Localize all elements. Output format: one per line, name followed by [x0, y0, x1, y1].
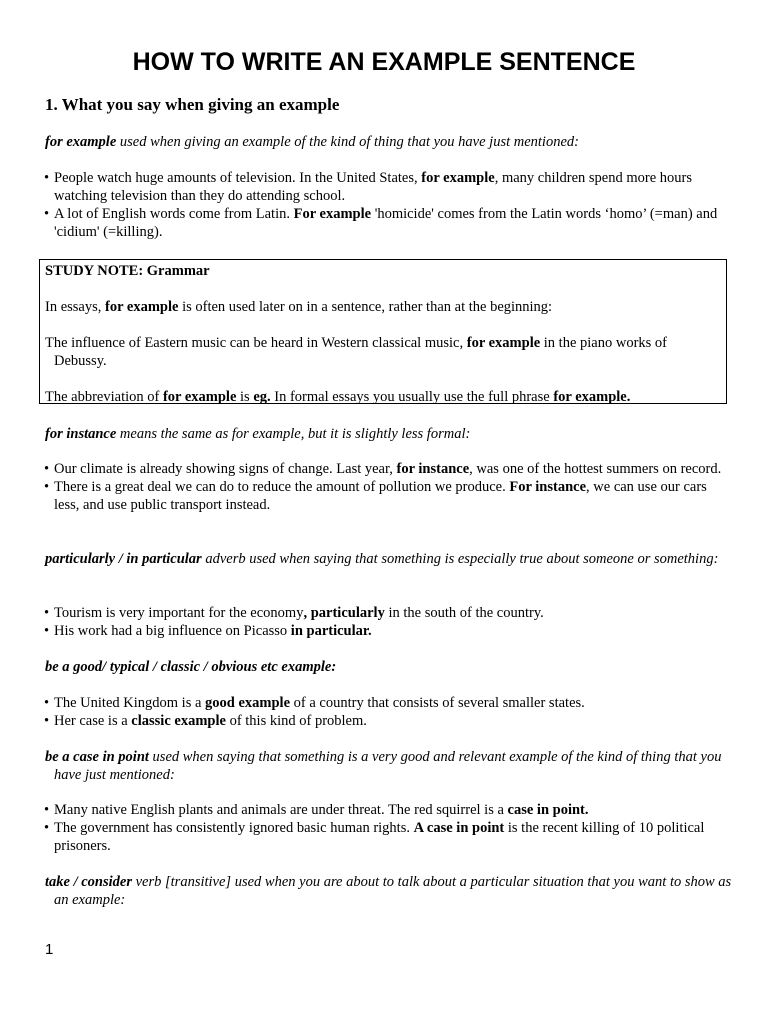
- bullet-icon: •: [44, 170, 50, 186]
- bullet-icon: •: [44, 802, 50, 818]
- bullet-icon: •: [44, 461, 50, 477]
- bullet-icon: •: [44, 713, 50, 729]
- example-list: [44, 169, 728, 241]
- definition-text: adverb used when saying that something is especially true about someone or something:: [201, 551, 719, 567]
- study-note-paragraph: In essays, for example is often used later on in a sentence, rather than at the beginning:: [45, 299, 553, 315]
- bullet-icon: •: [44, 206, 50, 222]
- study-note-paragraph: The abbreviation of for example is eg. In formal essays you usually use the full phrase for example.: [45, 389, 631, 405]
- definition-for-example: [45, 133, 734, 151]
- term: for instance: [45, 426, 117, 442]
- term: take / consider: [45, 874, 132, 890]
- list-item: • A lot of English words come from Latin. For example 'homicide' comes from the Latin words ‘homo’ (=man) and 'cidium' (=killing).: [44, 206, 718, 240]
- bullet-icon: •: [44, 605, 50, 621]
- page-number: 1: [45, 941, 54, 958]
- section-heading: 1. What you say when giving an example: [45, 95, 340, 114]
- study-note-paragraph: The influence of Eastern music can be heard in Western classical music, for example in the piano works of Debussy.: [45, 335, 668, 369]
- page-title: HOW TO WRITE AN EXAMPLE SENTENCE: [132, 48, 636, 76]
- bullet-icon: •: [44, 623, 50, 639]
- bullet-icon: •: [44, 695, 50, 711]
- list-item: • Her case is a classic example of this kind of problem.: [44, 713, 367, 729]
- list-item: • The government has consistently ignored basic human rights. A case in point is the recent killing of 10 political prisoners.: [44, 820, 705, 854]
- study-note-box: [39, 259, 727, 404]
- list-item: • His work had a big influence on Picasso in particular.: [44, 623, 372, 639]
- term: particularly / in particular: [45, 551, 202, 567]
- example-list: [44, 460, 728, 514]
- study-note-heading: STUDY NOTE: Grammar: [45, 263, 210, 279]
- list-item: • Many native English plants and animals are under threat. The red squirrel is a case in point.: [44, 802, 589, 818]
- definition-text: used when saying that something is a very good and relevant example of the kind of thing that you have just mentioned:: [54, 749, 722, 783]
- term: be a good/ typical / classic / obvious etc example:: [45, 659, 337, 675]
- definition-for-instance: [45, 425, 734, 443]
- list-item: • People watch huge amounts of television. In the United States, for example, many children spend more hours watching television than they do attending school.: [44, 170, 693, 204]
- list-item: • There is a great deal we can do to reduce the amount of pollution we produce. For instance, we can use our cars less, and use public transport instead.: [44, 479, 707, 513]
- bullet-icon: •: [44, 820, 50, 836]
- list-item: • Tourism is very important for the economy, particularly in the south of the country.: [44, 605, 544, 621]
- definition-case-in-point: [45, 748, 734, 784]
- term: be a case in point: [45, 749, 149, 765]
- definition-text: used when giving an example of the kind of thing that you have just mentioned:: [116, 134, 579, 150]
- example-list: [44, 694, 728, 730]
- definition-text: means the same as for example, but it is slightly less formal:: [116, 426, 471, 442]
- definition-take-consider: [45, 873, 734, 909]
- example-list: [44, 604, 728, 640]
- definition-good-example: [45, 658, 734, 676]
- list-item: • The United Kingdom is a good example of a country that consists of several smaller states.: [44, 695, 585, 711]
- definition-text: verb [transitive] used when you are about to talk about a particular situation that you want to show as an example:: [54, 874, 732, 908]
- term: for example: [45, 134, 117, 150]
- definition-particularly: [45, 550, 734, 568]
- example-list: [44, 801, 728, 855]
- bullet-icon: •: [44, 479, 50, 495]
- list-item: • Our climate is already showing signs of change. Last year, for instance, was one of the hottest summers on record.: [44, 461, 722, 477]
